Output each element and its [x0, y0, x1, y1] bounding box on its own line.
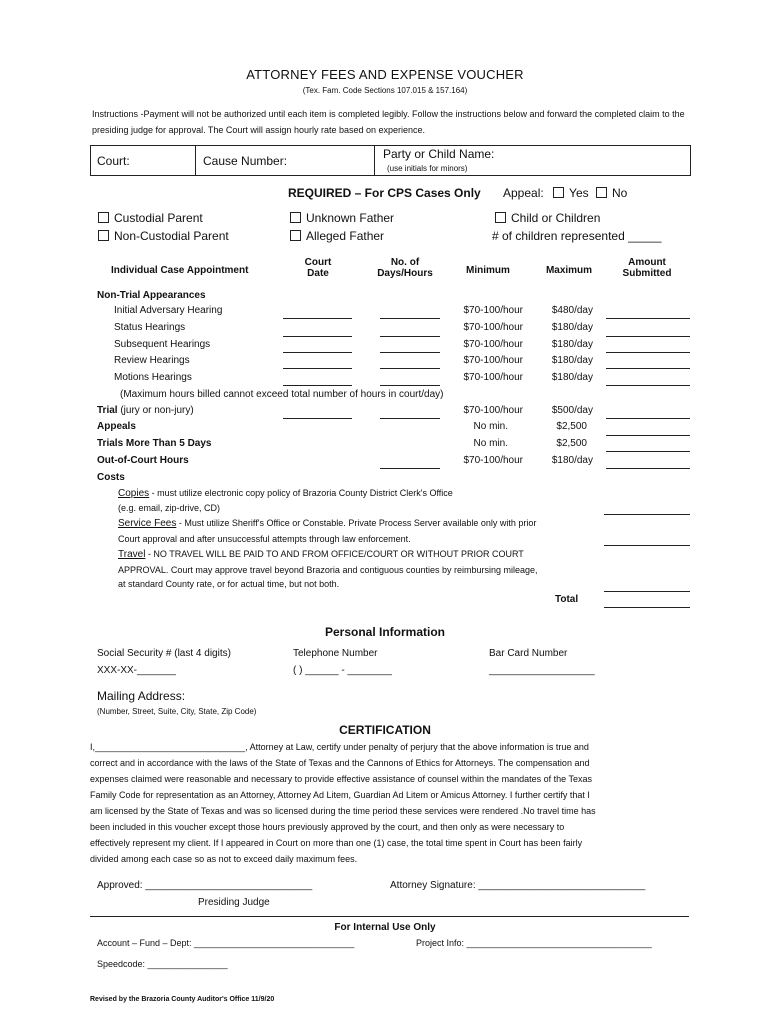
row-maximum: $180/day	[551, 372, 593, 383]
travel-note: APPROVAL. Court may approve travel beyond Brazoria and contiguous counties by reimbursing mileage,	[118, 565, 538, 575]
row-maximum: $180/day	[551, 322, 593, 333]
amount-input[interactable]	[606, 336, 690, 337]
custodial-parent-option[interactable]	[98, 211, 203, 225]
row-minimum: $70-100/hour	[463, 372, 523, 383]
out-of-court-minimum: $70-100/hour	[463, 455, 523, 466]
certification-line: correct and in accordance with the laws of the State of Texas and the Cannons of Ethics for Attorneys. The compensation and	[90, 758, 590, 768]
col-case-appointment: Individual Case Appointment	[111, 265, 249, 276]
child-or-children-label: Child or Children	[511, 211, 601, 225]
row-label: Subsequent Hearings	[114, 339, 211, 350]
col-days-hours: No. of Days/Hours	[377, 257, 433, 279]
child-or-children-checkbox[interactable]	[495, 212, 506, 223]
non-trial-heading: Non-Trial Appearances	[97, 290, 206, 301]
certification-line: I,______________________________, Attorney at Law, certify under penalty of perjury that the above information is true and	[90, 742, 589, 752]
row-minimum: $70-100/hour	[463, 355, 523, 366]
party-name-note: (use initials for minors)	[387, 164, 468, 173]
service-fees-note: Court approval and after unsuccessful attempts through law enforcement.	[118, 534, 411, 544]
amount-input[interactable]	[606, 368, 690, 369]
custodial-parent-checkbox[interactable]	[98, 212, 109, 223]
appeal-yes-label: Yes	[569, 186, 589, 200]
trials-more-5-maximum: $2,500	[556, 438, 587, 449]
days-hours-input[interactable]	[380, 336, 440, 337]
certification-line: am licensed by the State of Texas and was so licensed during the time period these services were rendered .No travel time has	[90, 806, 596, 816]
total-amount-input[interactable]	[604, 607, 690, 608]
out-of-court-label: Out-of-Court Hours	[97, 455, 189, 466]
certification-heading: CERTIFICATION	[339, 723, 431, 737]
copies-line: Copies - must utilize electronic copy policy of Brazoria County District Clerk's Office	[118, 488, 453, 499]
max-hours-note: (Maximum hours billed cannot exceed total number of hours in court/day)	[120, 389, 444, 400]
speedcode-field[interactable]: Speedcode: ________________	[97, 959, 228, 969]
cause-number-field[interactable]: Cause Number:	[203, 154, 288, 168]
appeal-group	[503, 186, 627, 200]
instructions: Instructions -Payment will not be authorized until each item is completed legibly. Follow the instructions below and forward the completed claim to the presiding judge for approval. The Court will assign hourly rate based on experience.	[92, 109, 685, 135]
col-amount-submitted: Amount Submitted	[622, 257, 672, 279]
custodial-parent-label: Custodial Parent	[114, 211, 203, 225]
appeals-label: Appeals	[97, 421, 136, 432]
amount-input[interactable]	[606, 468, 690, 469]
form-title: ATTORNEY FEES AND EXPENSE VOUCHER	[246, 67, 524, 82]
days-hours-input[interactable]	[380, 468, 440, 469]
trials-more-5-minimum: No min.	[473, 438, 508, 449]
row-minimum: $70-100/hour	[463, 322, 523, 333]
presiding-judge-label: Presiding Judge	[198, 897, 270, 908]
approved-signature-field[interactable]: Approved: ______________________________	[97, 880, 313, 891]
appeal-no-checkbox[interactable]	[596, 187, 607, 198]
court-date-input[interactable]	[283, 385, 352, 386]
mailing-address-field[interactable]: Mailing Address:	[97, 689, 186, 703]
ssn-label: Social Security # (last 4 digits)	[97, 648, 231, 659]
row-maximum: $180/day	[551, 355, 593, 366]
amount-input[interactable]	[606, 435, 690, 436]
project-info-field[interactable]: Project Info: _____________________________________	[416, 938, 652, 948]
certification-line: been included in this voucher except those hours previously approved by the court, and then only as were necessary to	[90, 822, 565, 832]
mailing-address-note: (Number, Street, Suite, City, State, Zip Code)	[97, 707, 257, 716]
appeal-label: Appeal:	[503, 186, 544, 200]
days-hours-input[interactable]	[380, 318, 440, 319]
case-header-box	[90, 145, 691, 176]
amount-input[interactable]	[606, 385, 690, 386]
court-date-input[interactable]	[283, 418, 352, 419]
party-name-field[interactable]: Party or Child Name:	[383, 147, 495, 161]
row-label: Status Hearings	[114, 322, 186, 333]
bar-card-field[interactable]: ___________________	[489, 665, 595, 676]
children-represented-field[interactable]: # of children represented _____	[492, 229, 662, 243]
total-label: Total	[555, 594, 579, 605]
row-label: Initial Adversary Hearing	[114, 305, 223, 316]
alleged-father-label: Alleged Father	[306, 229, 385, 243]
unknown-father-option[interactable]	[290, 211, 394, 225]
internal-use-divider	[90, 916, 689, 917]
certification-line: divided among each case so as not to exceed daily maximum fees.	[90, 854, 358, 864]
col-court-date: Court Date	[304, 257, 332, 279]
unknown-father-checkbox[interactable]	[290, 212, 301, 223]
row-minimum: $70-100/hour	[463, 305, 523, 316]
court-date-input[interactable]	[283, 352, 352, 353]
appeal-yes-checkbox[interactable]	[553, 187, 564, 198]
service-fees-line: Service Fees - Must utilize Sheriff's Office or Constable. Private Process Server available only with prior	[118, 518, 537, 529]
row-label: Motions Hearings	[114, 372, 192, 383]
form-subtitle: (Tex. Fam. Code Sections 107.015 & 157.164)	[302, 86, 468, 95]
amount-input[interactable]	[606, 451, 690, 452]
days-hours-input[interactable]	[380, 352, 440, 353]
appeal-no-label: No	[611, 186, 628, 200]
alleged-father-checkbox[interactable]	[290, 230, 301, 241]
certification-line: expenses claimed were reasonable and necessary to provide effective assistance of counsel within the mandates of the Texas	[90, 774, 592, 784]
bar-card-label: Bar Card Number	[489, 648, 568, 659]
copies-note: (e.g. email, zip-drive, CD)	[118, 503, 221, 513]
trial-maximum: $500/day	[551, 405, 593, 416]
alleged-father-option[interactable]	[290, 229, 384, 243]
phone-label: Telephone Number	[293, 648, 378, 659]
court-date-input[interactable]	[283, 368, 352, 369]
certification-line: Family Code for representation as an Attorney, Attorney Ad Litem, Guardian Ad Litem or Amicus Attorney. I further certify that I	[90, 790, 590, 800]
non-custodial-parent-label: Non-Custodial Parent	[114, 229, 229, 243]
amount-input[interactable]	[606, 318, 690, 319]
trials-more-5-label: Trials More Than 5 Days	[97, 438, 212, 449]
account-fund-dept-field[interactable]: Account – Fund – Dept: ________________________________	[97, 938, 355, 948]
ssn-field[interactable]: XXX-XX-_______	[97, 665, 176, 676]
child-or-children-option[interactable]	[495, 211, 600, 225]
appeals-maximum: $2,500	[556, 421, 587, 432]
amount-input[interactable]	[606, 352, 690, 353]
certification-line: effectively represent my client. If I appeared in Court on more than one (1) case, the total time spent in Court has been fairly	[90, 838, 583, 848]
out-of-court-maximum: $180/day	[551, 455, 593, 466]
court-date-input[interactable]	[283, 336, 352, 337]
copies-amount-input[interactable]	[604, 514, 690, 515]
cps-required-heading: REQUIRED – For CPS Cases Only	[288, 186, 481, 200]
unknown-father-label: Unknown Father	[306, 211, 395, 225]
row-label: Review Hearings	[114, 355, 190, 366]
col-minimum: Minimum	[466, 265, 510, 276]
trial-row-label: Trial (jury or non-jury)	[97, 405, 194, 416]
days-hours-input[interactable]	[380, 385, 440, 386]
court-field[interactable]: Court:	[97, 154, 130, 168]
non-custodial-parent-option[interactable]	[98, 229, 229, 243]
service-fees-amount-input[interactable]	[604, 545, 690, 546]
personal-info-heading: Personal Information	[324, 625, 446, 639]
attorney-signature-field[interactable]: Attorney Signature: ______________________________	[390, 880, 646, 891]
travel-amount-input[interactable]	[604, 591, 690, 592]
days-hours-input[interactable]	[380, 418, 440, 419]
col-maximum: Maximum	[545, 265, 593, 276]
trial-minimum: $70-100/hour	[463, 405, 523, 416]
costs-heading: Costs	[97, 472, 125, 483]
internal-use-heading: For Internal Use Only	[334, 922, 436, 933]
row-maximum: $180/day	[551, 339, 593, 350]
row-maximum: $480/day	[551, 305, 593, 316]
appeals-minimum: No min.	[473, 421, 508, 432]
court-date-input[interactable]	[283, 318, 352, 319]
amount-input[interactable]	[606, 418, 690, 419]
revision-footer: Revised by the Brazoria County Auditor's Office 11/9/20	[90, 996, 275, 1003]
phone-field[interactable]: ( ) ______ - ________	[293, 665, 392, 676]
row-minimum: $70-100/hour	[463, 339, 523, 350]
travel-line: Travel - NO TRAVEL WILL BE PAID TO AND FROM OFFICE/COURT OR WITHOUT PRIOR COURT	[118, 549, 524, 560]
non-custodial-parent-checkbox[interactable]	[98, 230, 109, 241]
travel-note-2: at standard County rate, or for actual time, but not both.	[118, 579, 340, 589]
days-hours-input[interactable]	[380, 368, 440, 369]
